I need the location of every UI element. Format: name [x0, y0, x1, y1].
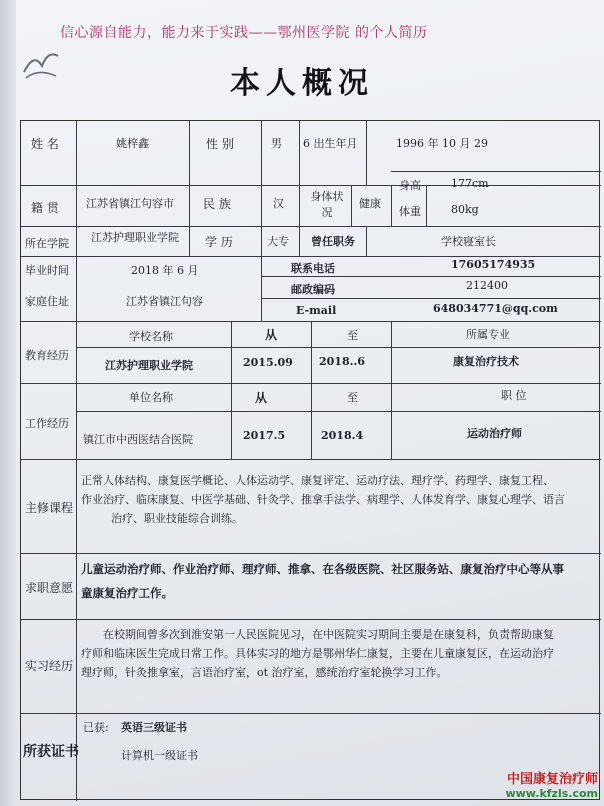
work-col-position: 职 位 [501, 389, 527, 402]
gender-label: 性 别 [206, 137, 234, 151]
ethnic-value: 汉 [273, 197, 284, 210]
cert-item-1: 英语三级证书 [121, 721, 187, 734]
watermark-url: www.kfzls.com [505, 787, 598, 800]
health-value: 健康 [359, 197, 381, 210]
paper-fold-shadow [0, 0, 16, 806]
address-value: 江苏省镇江句容 [126, 295, 203, 308]
certificates-label: 所获证书 [23, 744, 79, 760]
post-value: 学校寝室长 [441, 235, 496, 248]
weight-label: 体重 [399, 205, 421, 218]
name-value: 姚梓鑫 [116, 137, 149, 150]
watermark-title: 中国康复治疗师 [506, 772, 598, 787]
school-value: 江苏护理职业学院 [91, 231, 179, 244]
school-label: 所在学院 [25, 237, 69, 250]
native-value: 江苏省镇江句容市 [86, 197, 174, 210]
resume-table [20, 120, 600, 800]
internship-text: 在校期间曾多次到淮安第一人民医院见习，在中医院实习期间主要是在康复科，负责帮助康复 疗师和临床医生完成日常工作。具体实习的地方是鄂州华仁康复，主要在儿童康复区，在运动治疗 理疗师，针灸推拿室，言语治疗室，ot 治疗室，感统治疗室轮换学习工作。 [81, 628, 554, 679]
birth-value: 1996 年 10 月 29 [396, 137, 488, 150]
education-level-value: 大专 [267, 235, 289, 248]
edu-col-from: 从 [265, 328, 278, 342]
site-watermark [505, 768, 598, 800]
birth-label: 6 出生年月 [303, 137, 358, 150]
work-from-value: 2017.5 [243, 429, 286, 442]
zip-label: 邮政编码 [291, 283, 335, 296]
page-title: 本人概况 [230, 66, 374, 101]
post-label: 曾任职务 [311, 235, 355, 248]
cert-obtained-label: 已获: [83, 721, 109, 734]
edu-col-major: 所属专业 [466, 328, 510, 341]
native-label: 籍 贯 [31, 201, 59, 215]
intent-label: 求职意愿 [25, 581, 74, 595]
work-to-value: 2018.4 [321, 429, 364, 442]
edu-col-school: 学校名称 [129, 330, 173, 343]
height-value: 177cm [451, 177, 489, 190]
intent-text: 儿童运动治疗师、作业治疗师、理疗师、推拿、在各级医院、社区服务站、康复治疗中心等从事 童康复治疗工作。 [81, 562, 564, 600]
education-level-label: 学 历 [205, 235, 233, 249]
height-label: 身高 [399, 179, 421, 192]
edu-col-to: 至 [347, 329, 358, 342]
edu-from-value: 2015.09 [243, 356, 293, 369]
header-slogan: 信心源自能力，能力来于实践——鄂州医学院 的个人简历 [60, 25, 428, 41]
ethnic-label: 民 族 [203, 197, 231, 211]
address-label: 家庭住址 [25, 295, 69, 308]
email-value: 648034771@qq.com [433, 302, 558, 315]
edu-major-value: 康复治疗技术 [453, 355, 519, 368]
cert-item-2: 计算机一级证书 [121, 749, 198, 762]
edu-to-value: 2018..6 [319, 355, 365, 368]
email-label: E-mail [296, 304, 337, 317]
graduation-label: 毕业时间 [25, 264, 69, 277]
work-col-from: 从 [255, 391, 268, 405]
courses-label: 主修课程 [25, 501, 74, 515]
health-label: 身体状况 [310, 190, 344, 219]
phone-value: 17605174935 [451, 258, 536, 271]
weight-value: 80kg [451, 203, 479, 216]
name-label: 姓 名 [31, 137, 59, 151]
internship-label: 实习经历 [25, 659, 74, 673]
graduation-value: 2018 年 6 月 [131, 264, 199, 277]
work-unit-value: 镇江市中西医结合医院 [83, 433, 193, 446]
education-label: 教育经历 [25, 349, 69, 362]
work-position-value: 运动治疗师 [467, 427, 522, 440]
edu-school-value: 江苏护理职业学院 [105, 359, 193, 372]
courses-text: 正常人体结构、康复医学概论、人体运动学、康复评定、运动疗法、理疗学、药理学、康复工程、 作业治疗、临床康复、中医学基础、针灸学、推拿手法学、病理学、人体发育学、康复心理学、语言 治疗、职业技能综合训练。 [81, 474, 565, 525]
gender-value: 男 [271, 137, 282, 150]
work-col-unit: 单位名称 [129, 391, 173, 404]
work-label: 工作经历 [25, 417, 69, 430]
phone-label: 联系电话 [291, 262, 335, 275]
work-col-to: 至 [347, 391, 358, 404]
zip-value: 212400 [466, 279, 508, 292]
